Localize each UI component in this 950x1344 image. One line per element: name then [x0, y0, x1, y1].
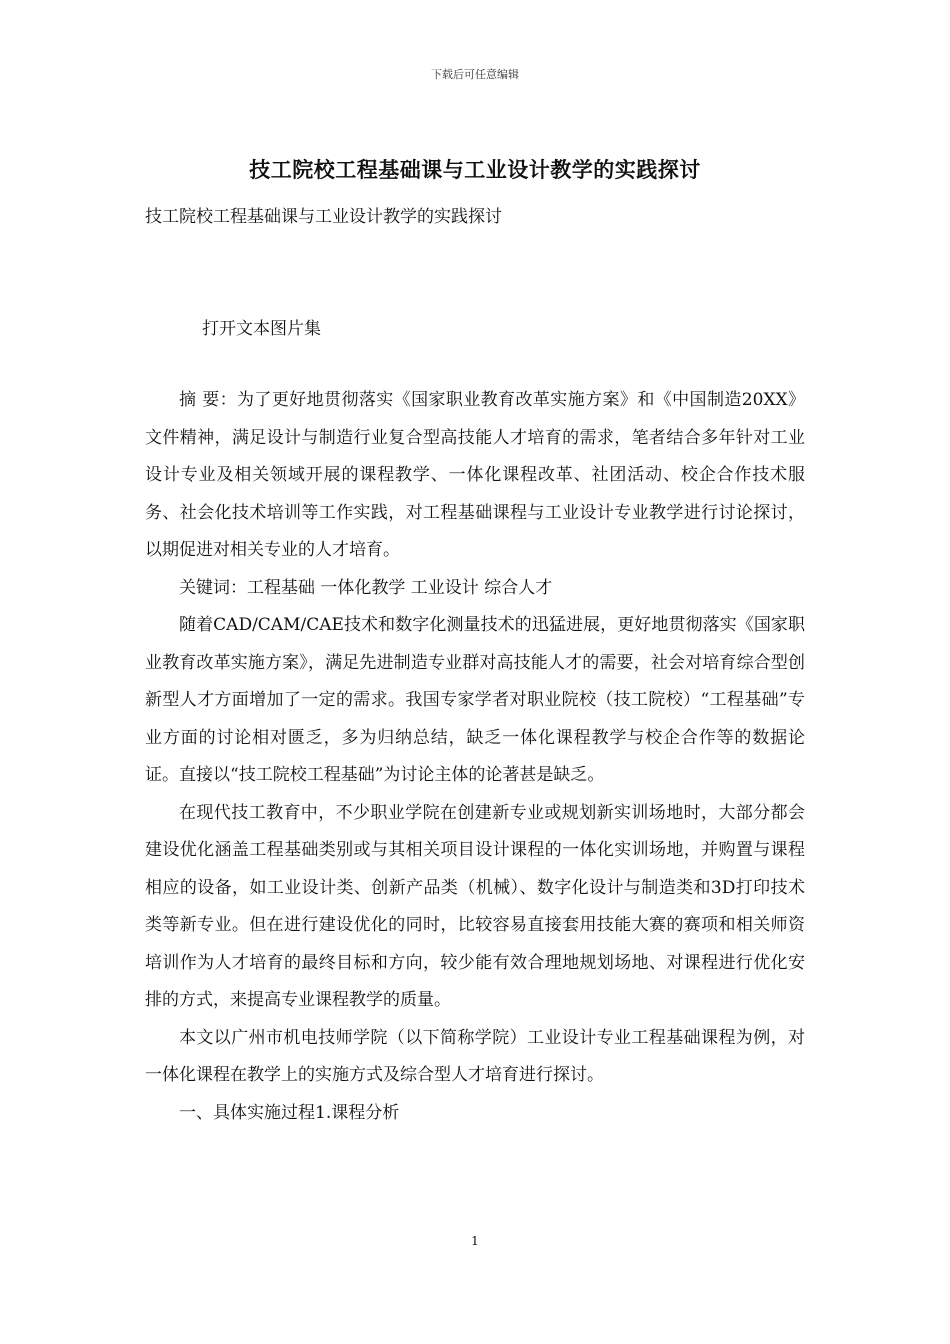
keywords-paragraph: 关键词：工程基础 一体化教学 工业设计 综合人才: [179, 577, 553, 598]
header-note: 下载后可任意编辑: [431, 68, 519, 81]
body-paragraph: 在现代技工教育中，不少职业学院在创建新专业或规划新实训场地时，大部分都会建设优化涵盖工程基础类别或与其相关项目设计课程的一体化实训场地，并购置与课程相应的设备，如工业设计类、创新产品类（机械）、数字化设计与制造类和3D打印技术类等新专业。但在进行建设优化的同时，比较容易直接套用技能大赛的赛项和相关师资培训作为人才培育的最终目标和方向，较少能有效合理地规划场地、对课程进行优化安排的方式，来提高专业课程教学的质量。: [145, 802, 805, 1010]
section-heading: 一、具体实施过程1.课程分析: [179, 1102, 400, 1123]
document-title: 技工院校工程基础课与工业设计教学的实践探讨: [249, 157, 701, 182]
document-subtitle: 技工院校工程基础课与工业设计教学的实践探讨: [145, 207, 502, 227]
article-body: [145, 382, 805, 1132]
page-number: 1: [471, 1234, 479, 1248]
body-paragraph: 本文以广州市机电技师学院（以下简称学院）工业设计专业工程基础课程为例，对一体化课程在教学上的实施方式及综合型人才培育进行探讨。: [145, 1027, 805, 1085]
abstract-paragraph: 摘 要：为了更好地贯彻落实《国家职业教育改革实施方案》和《中国制造20XX》文件精神，满足设计与制造行业复合型高技能人才培育的需求，笔者结合多年针对工业设计专业及相关领域开展的课程教学、一体化课程改革、社团活动、校企合作技术服务、社会化技术培训等工作实践，对工程基础课程与工业设计专业教学进行讨论探讨，以期促进对相关专业的人才培育。: [145, 390, 805, 560]
open-image-gallery-link[interactable]: 打开文本图片集: [202, 319, 321, 339]
body-paragraph: 随着CAD/CAM/CAE技术和数字化测量技术的迅猛进展，更好地贯彻落实《国家职业教育改革实施方案》，满足先进制造专业群对高技能人才的需要，社会对培育综合型创新型人才方面增加了一定的需求。我国专家学者对职业院校（技工院校）“工程基础”专业方面的讨论相对匮乏，多为归纳总结，缺乏一体化课程教学与校企合作等的数据论证。直接以“技工院校工程基础”为讨论主体的论著甚是缺乏。: [145, 615, 805, 785]
